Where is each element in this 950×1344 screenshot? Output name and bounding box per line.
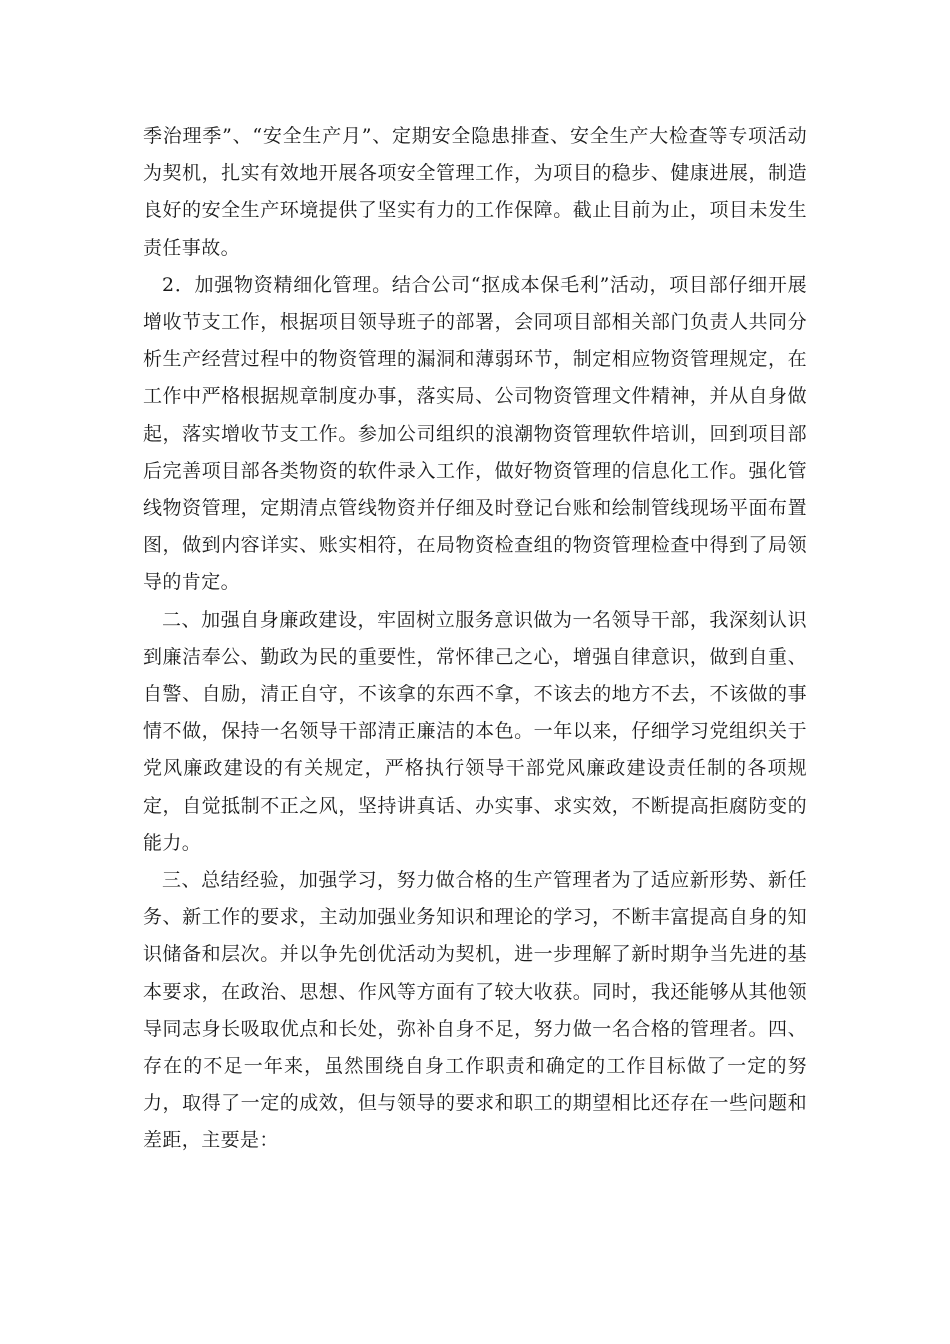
- paragraph-learning-and-shortcomings: 三、总结经验，加强学习，努力做合格的生产管理者为了适应新形势、新任务、新工作的要求，主动加强业务知识和理论的学习，不断丰富提高自身的知识储备和层次。并以争先创优活动为契机，进一步理解了新时期争当先进的基本要求，在政治、思想、作风等方面有了较大收获。同时，我还能够从其他领导同志身长吸取优点和长处，弥补自身不足，努力做一名合格的管理者。四、存在的不足一年来，虽然围绕自身工作职责和确定的工作目标做了一定的努力，取得了一定的成效，但与领导的要求和职工的期望相比还存在一些问题和差距，主要是：: [143, 869, 807, 1152]
- document-body: [143, 118, 807, 1160]
- paragraph-safety-continued: 季治理季”、“安全生产月”、定期安全隐患排查、安全生产大检查等专项活动为契机，扎实有效地开展各项安全管理工作，为项目的稳步、健康进展，制造良好的安全生产环境提供了坚实有力的工作保障。截止目前为止，项目未发生责任事故。: [143, 125, 807, 259]
- paragraph-integrity-building: 二、加强自身廉政建设，牢固树立服务意识做为一名领导干部，我深刻认识到廉洁奉公、勤政为民的重要性，常怀律己之心，增强自律意识，做到自重、自警、自励，清正自守，不该拿的东西不拿，不该去的地方不去，不该做的事情不做，保持一名领导干部清正廉洁的本色。一年以来，仔细学习党组织关于党风廉政建设的有关规定，严格执行领导干部党风廉政建设责任制的各项规定，自觉抵制不正之风，坚持讲真话、办实事、求实效，不断提高拒腐防变的能力。: [143, 608, 807, 854]
- paragraph-materials-management: 2．加强物资精细化管理。结合公司“抠成本保毛利”活动，项目部仔细开展增收节支工作，根据项目领导班子的部署，会同项目部相关部门负责人共同分析生产经营过程中的物资管理的漏洞和薄弱环节，制定相应物资管理规定，在工作中严格根据规章制度办事，落实局、公司物资管理文件精神，并从自身做起，落实增收节支工作。参加公司组织的浪潮物资管理软件培训，回到项目部后完善项目部各类物资的软件录入工作，做好物资管理的信息化工作。强化管线物资管理，定期清点管线物资并仔细及时登记台账和绘制管线现场平面布置图，做到内容详实、账实相符，在局物资检查组的物资管理检查中得到了局领导的肯定。: [143, 273, 807, 594]
